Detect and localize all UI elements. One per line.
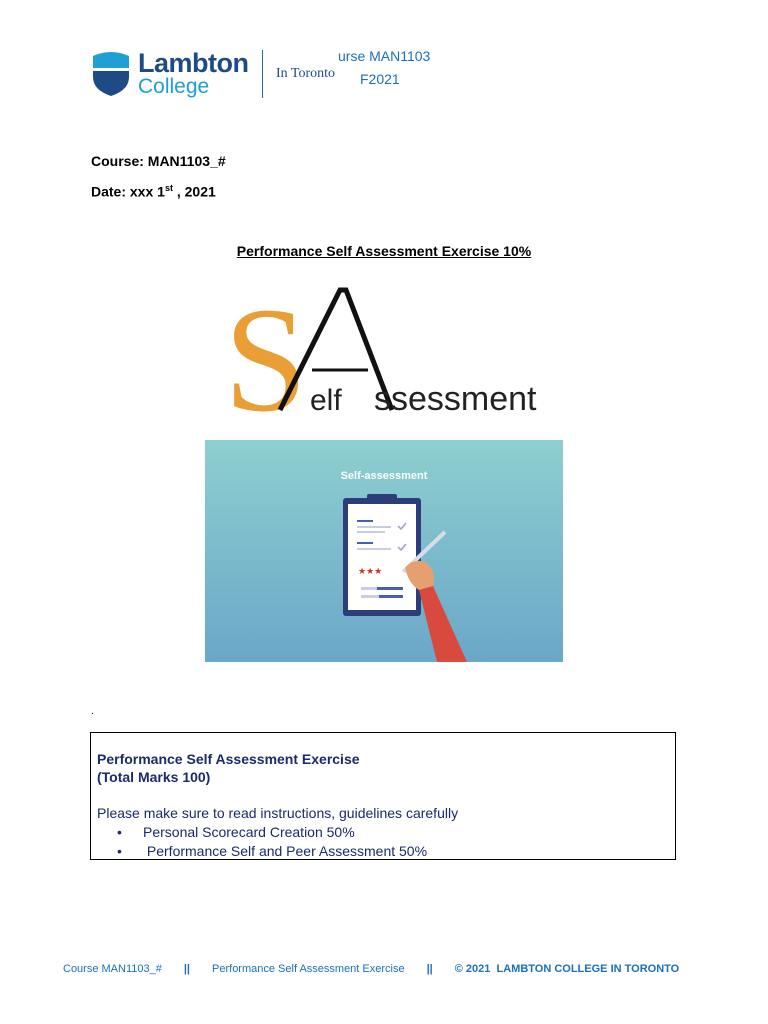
footer-separator: ||	[426, 963, 433, 975]
svg-text:elf: elf	[310, 384, 342, 417]
page-footer	[63, 963, 679, 975]
date-prefix: Date: xxx 1	[91, 183, 165, 200]
list-item	[117, 823, 427, 842]
bullet-icon: •	[117, 843, 122, 859]
footer-course: Course MAN1103_#	[63, 963, 162, 975]
date-sup: st	[164, 183, 173, 193]
footer-separator: ||	[183, 963, 191, 975]
bullet-icon: •	[117, 824, 122, 840]
svg-text:★★★: ★★★	[358, 567, 383, 577]
logo-divider	[262, 50, 263, 98]
box-item-list	[117, 823, 427, 861]
document-title: Performance Self Assessment Exercise 10%	[236, 243, 532, 259]
list-item-text: Personal Scorecard Creation 50%	[143, 824, 355, 840]
in-toronto-label: In Toronto	[276, 66, 336, 81]
logo-subtitle: College	[138, 75, 210, 98]
svg-text:S: S	[224, 282, 308, 422]
self-assessment-illustration	[205, 440, 563, 662]
box-total-marks: (Total Marks 100)	[97, 769, 211, 785]
illustration-caption: Self-assessment	[340, 470, 428, 482]
lambton-shield-logo	[93, 50, 129, 96]
header-term: F2021	[360, 71, 400, 87]
date-suffix: , 2021	[172, 183, 216, 200]
logo-name: Lambton	[138, 48, 249, 78]
footer-copyright: © 2021 LAMBTON COLLEGE IN TORONTO	[454, 963, 680, 975]
box-title: Performance Self Assessment Exercise	[97, 751, 360, 767]
date-line	[91, 183, 216, 200]
list-item	[117, 842, 427, 861]
footer-title: Performance Self Assessment Exercise	[212, 963, 405, 975]
header-course: urse MAN1103	[338, 48, 431, 64]
list-item-text: Performance Self and Peer Assessment 50%	[143, 843, 428, 859]
self-assessment-logo	[222, 282, 544, 422]
stray-dot: .	[91, 706, 94, 717]
svg-text:ssessment: ssessment	[374, 380, 537, 418]
course-line: Course: MAN1103_#	[91, 153, 226, 169]
box-instructions: Please make sure to read instructions, guidelines carefully	[97, 805, 459, 821]
